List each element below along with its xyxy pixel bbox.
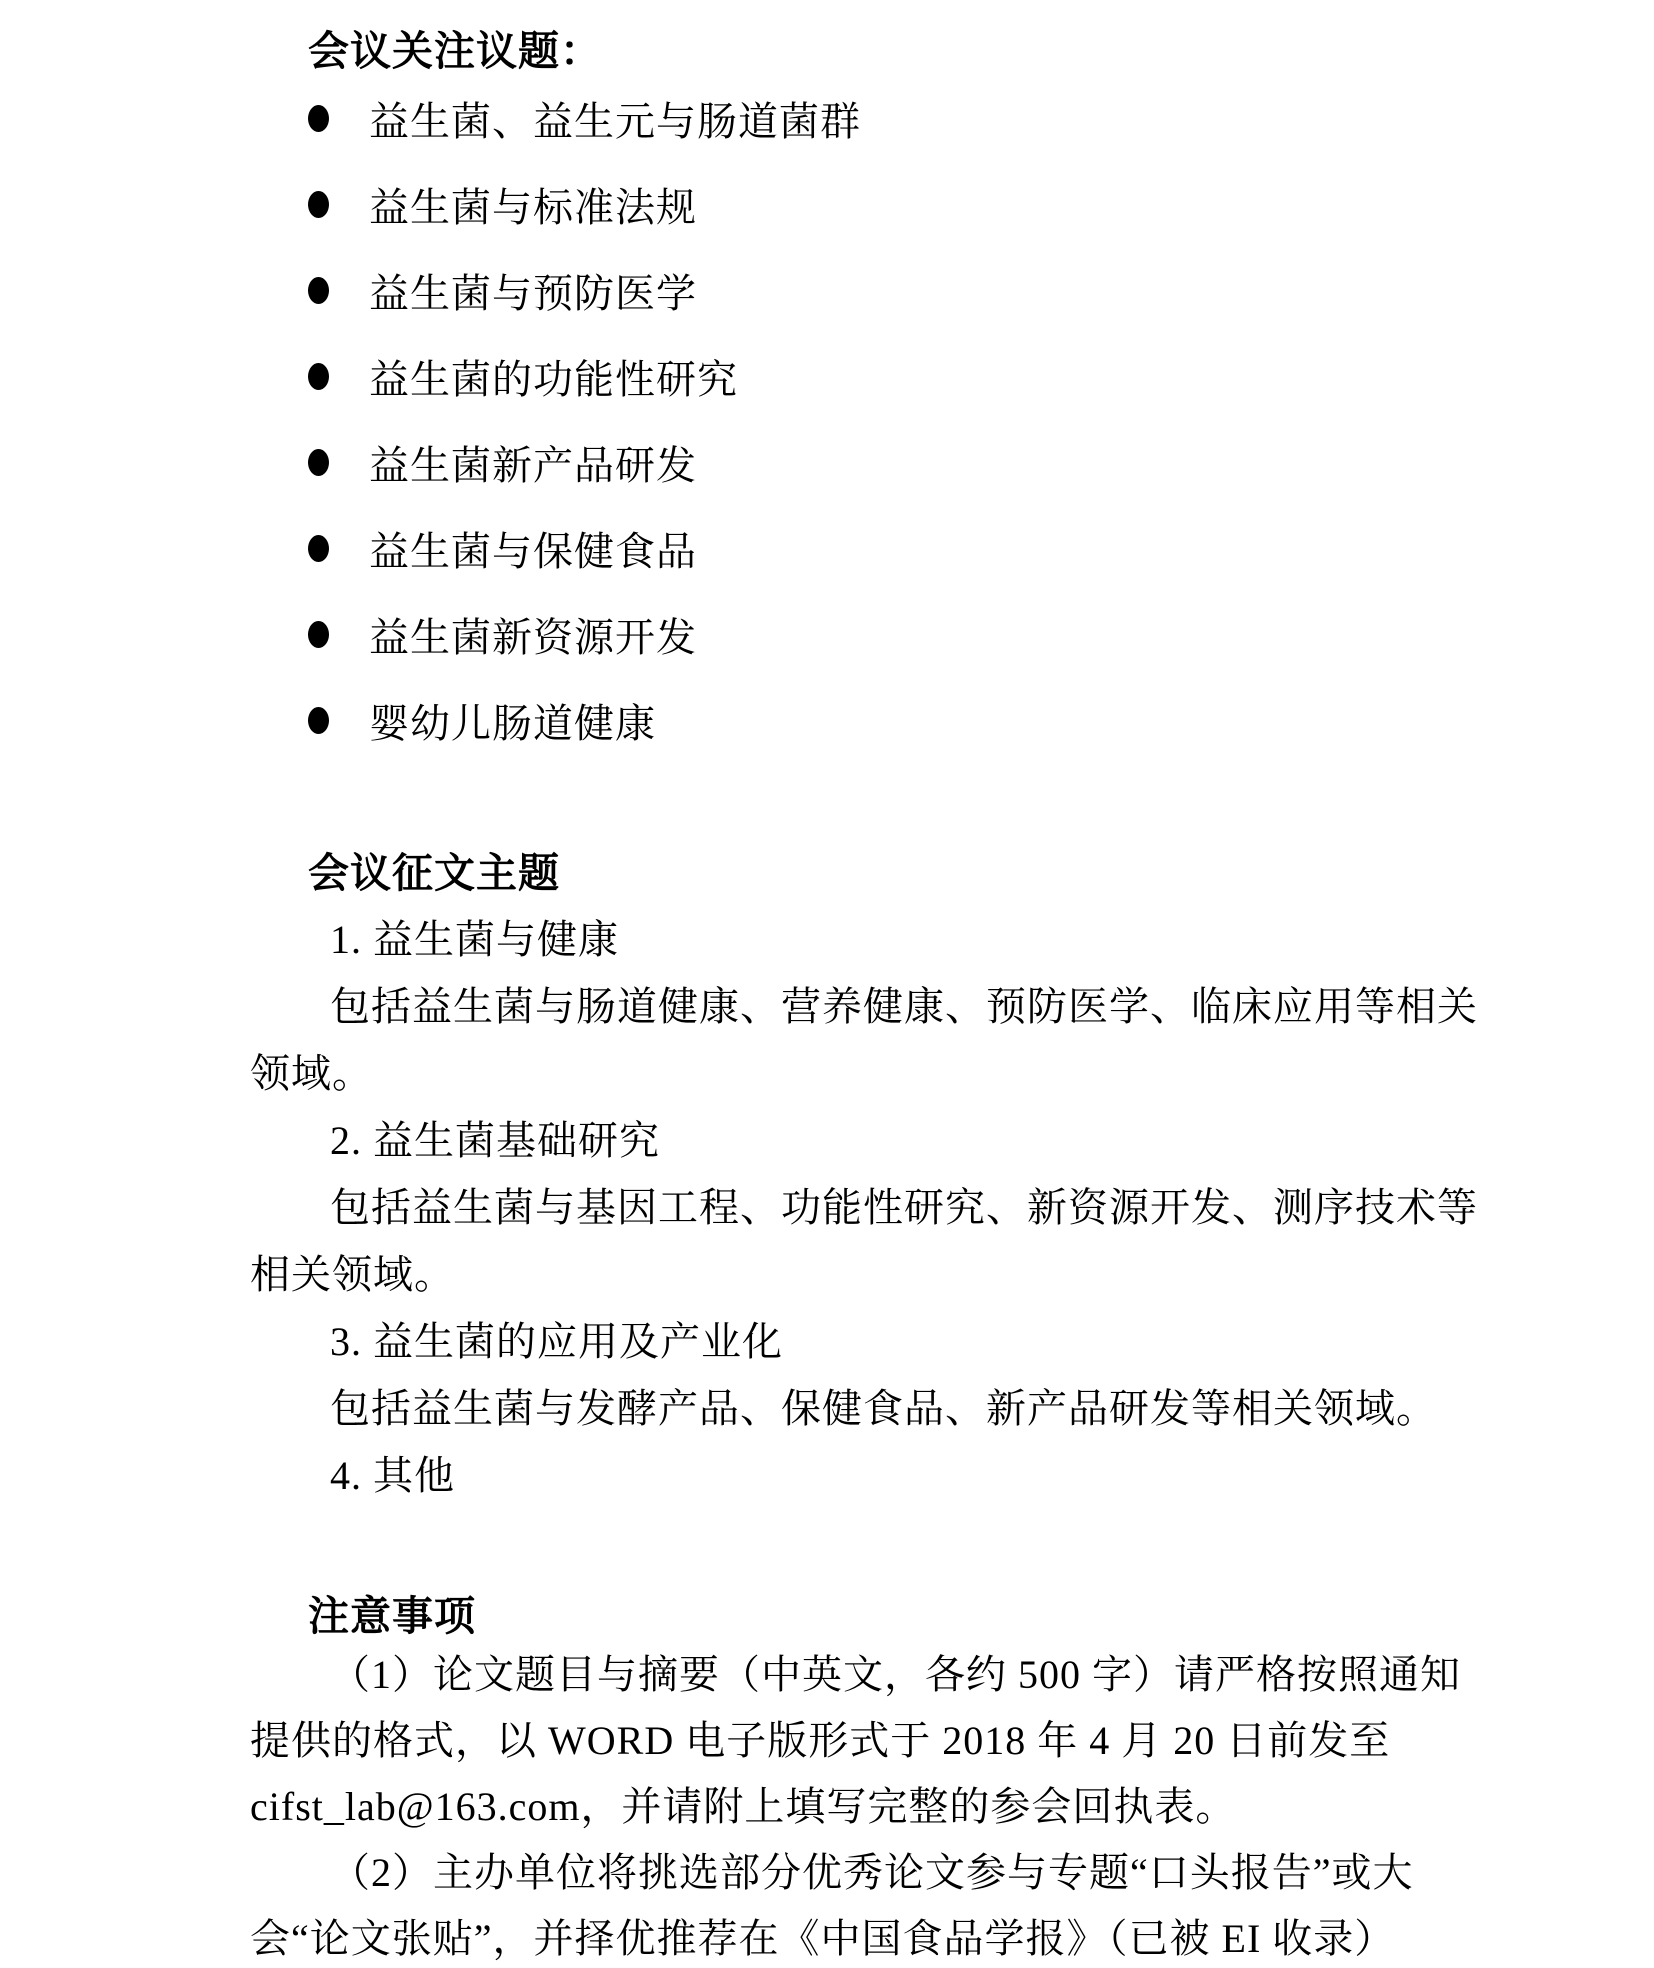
section-heading-paper-topics: 会议征文主题 bbox=[308, 850, 560, 896]
bullet-icon bbox=[308, 707, 329, 734]
paragraph-line: 2. 益生菌基础研究 bbox=[330, 1118, 660, 1163]
section-heading-focus-topics: 会议关注议题： bbox=[308, 28, 602, 74]
paragraph-line: （1）论文题目与摘要（中英文，各约 500 字）请严格按照通知 bbox=[330, 1652, 1461, 1697]
paragraph-line: （2）主办单位将挑选部分优秀论文参与专题“口头报告”或大 bbox=[330, 1850, 1414, 1895]
bullet-text: 益生菌新产品研发 bbox=[369, 442, 697, 488]
list-item bbox=[308, 419, 861, 505]
bullet-text: 益生菌与保健食品 bbox=[369, 528, 697, 574]
bullet-text: 婴幼儿肠道健康 bbox=[369, 700, 656, 746]
list-item bbox=[308, 591, 861, 677]
bullet-icon bbox=[308, 191, 329, 218]
paragraph-line: 包括益生菌与肠道健康、营养健康、预防医学、临床应用等相关 bbox=[330, 984, 1478, 1029]
list-item bbox=[308, 161, 861, 247]
list-item bbox=[308, 247, 861, 333]
paragraph-line: 包括益生菌与基因工程、功能性研究、新资源开发、测序技术等 bbox=[330, 1185, 1478, 1230]
bullet-text: 益生菌与预防医学 bbox=[369, 270, 697, 316]
paragraph-line: 提供的格式，以 WORD 电子版形式于 2018 年 4 月 20 日前发至 bbox=[250, 1718, 1391, 1763]
list-item bbox=[308, 333, 861, 419]
paragraph-line: cifst_lab@163.com，并请附上填写完整的参会回执表。 bbox=[250, 1784, 1237, 1829]
bullet-icon bbox=[308, 105, 329, 132]
paragraph-line: 领域。 bbox=[250, 1051, 373, 1096]
bullet-icon bbox=[308, 535, 329, 562]
bullet-text: 益生菌的功能性研究 bbox=[369, 356, 738, 402]
list-item bbox=[308, 677, 861, 763]
paragraph-line: 会“论文张贴”，并择优推荐在《中国食品学报》（已被 EI 收录） bbox=[250, 1916, 1396, 1961]
paragraph-line: 1. 益生菌与健康 bbox=[330, 917, 619, 962]
notes-paragraphs bbox=[250, 1642, 1610, 1968]
bullet-icon bbox=[308, 449, 329, 476]
paragraph-line: 4. 其他 bbox=[330, 1453, 455, 1498]
list-item bbox=[308, 75, 861, 161]
paragraph-line: 相关领域。 bbox=[250, 1252, 455, 1297]
bullet-icon bbox=[308, 621, 329, 648]
list-item bbox=[308, 505, 861, 591]
focus-topics-bullet-list bbox=[308, 75, 861, 763]
bullet-text: 益生菌新资源开发 bbox=[369, 614, 697, 660]
bullet-text: 益生菌、益生元与肠道菌群 bbox=[369, 98, 861, 144]
paper-topics-paragraphs bbox=[250, 906, 1610, 1509]
bullet-icon bbox=[308, 277, 329, 304]
section-heading-notes: 注意事项 bbox=[308, 1593, 476, 1639]
paragraph-line: 包括益生菌与发酵产品、保健食品、新产品研发等相关领域。 bbox=[330, 1386, 1437, 1431]
bullet-icon bbox=[308, 363, 329, 390]
paragraph-line: 3. 益生菌的应用及产业化 bbox=[330, 1319, 783, 1364]
bullet-text: 益生菌与标准法规 bbox=[369, 184, 697, 230]
